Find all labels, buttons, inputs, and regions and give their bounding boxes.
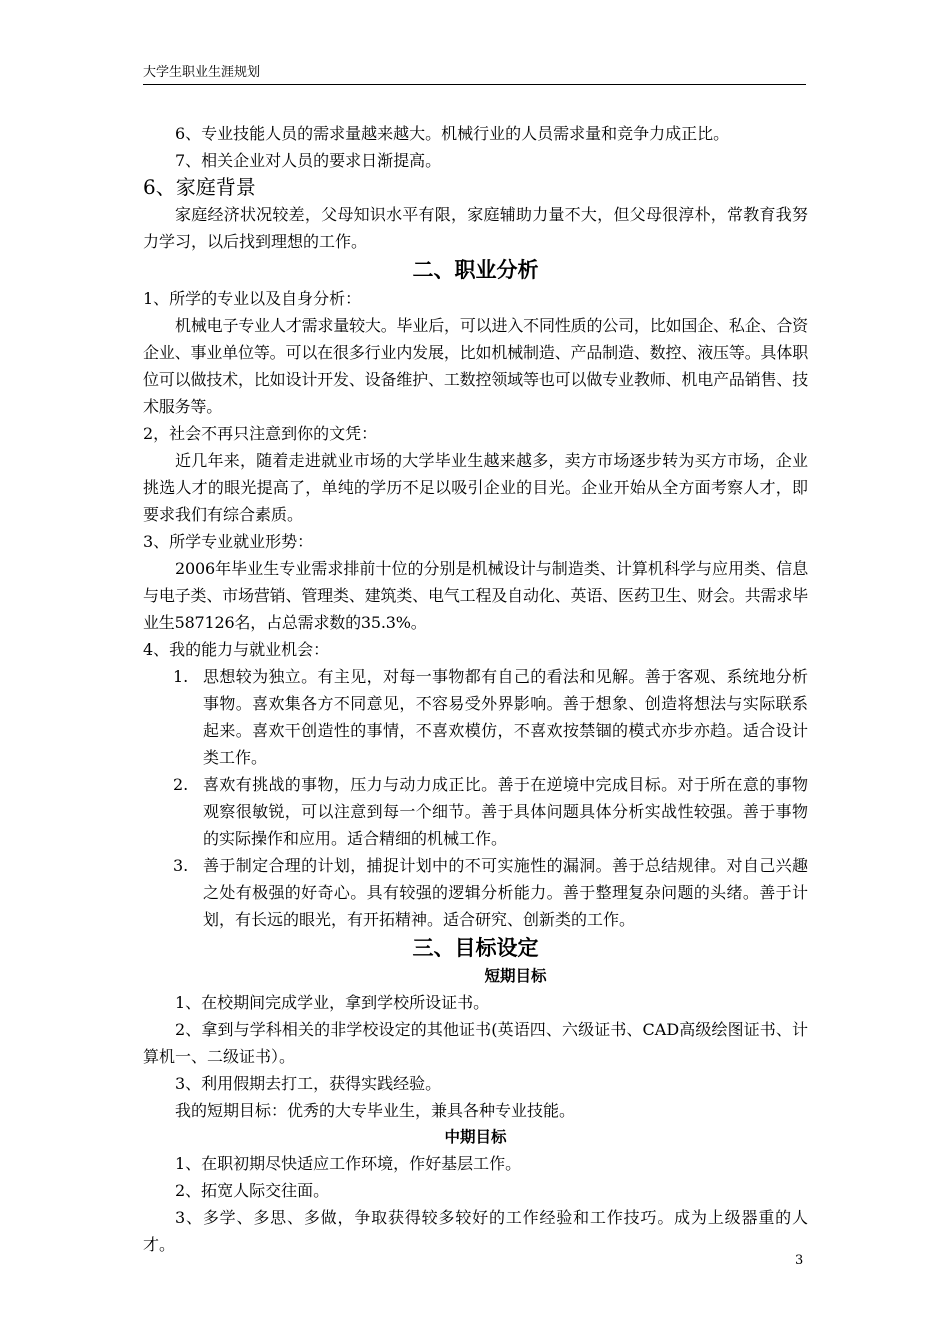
paragraph-short-goal-1: 1、在校期间完成学业，拿到学校所设证书。	[175, 993, 490, 1012]
header-divider	[143, 84, 806, 85]
list-item-text: 喜欢有挑战的事物，压力与动力成正比。善于在逆境中完成目标。对于所在意的事物观察很敏锐，可以注意到每一个细节。善于具体问题具体分析实战性较强。善于事物的实际操作和应用。适合精细的机械工作。	[203, 775, 808, 848]
paragraph-mid-goal-1: 1、在职初期尽快适应工作环境，作好基层工作。	[175, 1154, 522, 1173]
paragraph-short-goal-3: 3、利用假期去打工，获得实践经验。	[175, 1074, 442, 1093]
heading-career-analysis: 二、职业分析	[412, 258, 539, 282]
paragraph-employment-situation: 2006年毕业生专业需求排前十位的分别是机械设计与制造类、计算机科学与应用类、信息与电子类、市场营销、管理类、建筑类、电气工程及自动化、英语、医药卫生、财会。共需求毕业生587126名，占总需求数的35.3%。	[143, 559, 808, 632]
paragraph-industry-7: 7、相关企业对人员的要求日渐提高。	[175, 151, 442, 170]
list-item	[143, 852, 808, 933]
paragraph-short-goal-2: 2、拿到与学科相关的非学校设定的其他证书(英语四、六级证书、CAD高级绘图证书、计算机一、二级证书）。	[143, 1020, 808, 1066]
document-body	[143, 120, 808, 1258]
list-item	[143, 663, 808, 771]
list-item-text: 善于制定合理的计划，捕捉计划中的不可实施性的漏洞。善于总结规律。对自己兴趣之处有极强的好奇心。具有较强的逻辑分析能力。善于整理复杂问题的头绪。善于计划，有长远的眼光，有开拓精神。适合研究、创新类的工作。	[203, 856, 808, 929]
list-item-number: 2.	[173, 775, 189, 794]
paragraph-mid-goal-2: 2、拓宽人际交往面。	[175, 1181, 330, 1200]
subheading-major-analysis: 1、所学的专业以及自身分析：	[143, 289, 362, 308]
heading-goal-setting: 三、目标设定	[412, 936, 539, 960]
list-item-number: 3.	[173, 856, 189, 875]
list-item	[143, 771, 808, 852]
subheading-abilities: 4、我的能力与就业机会：	[143, 640, 330, 659]
paragraph-mid-goal-3: 3、多学、多思、多做，争取获得较多较好的工作经验和工作技巧。成为上级器重的人才。	[143, 1208, 808, 1254]
list-item-number: 1.	[173, 667, 189, 686]
paragraph-industry-6: 6、专业技能人员的需求量越来越大。机械行业的人员需求量和竞争力成正比。	[175, 124, 730, 143]
paragraph-major-analysis: 机械电子专业人才需求量较大。毕业后，可以进入不同性质的公司，比如国企、私企、合资企业、事业单位等。可以在很多行业内发展，比如机械制造、产品制造、数控、液压等。具体职位可以做技术，比如设计开发、设备维护、工数控领域等也可以做专业教师、机电产品销售、技术服务等。	[143, 316, 808, 416]
paragraph-short-goal-summary: 我的短期目标：优秀的大专毕业生，兼具各种专业技能。	[175, 1101, 576, 1120]
heading-mid-term-goals: 中期目标	[444, 1128, 507, 1146]
paragraph-society-diploma: 近几年来，随着走进就业市场的大学毕业生越来越多，卖方市场逐步转为买方市场，企业挑选人才的眼光提高了，单纯的学历不足以吸引企业的目光。企业开始从全方面考察人才，即要求我们有综合素质。	[143, 451, 808, 524]
page-number: 3	[795, 1253, 804, 1268]
subheading-employment-situation: 3、所学专业就业形势：	[143, 532, 314, 551]
abilities-list	[143, 663, 808, 933]
heading-family-background: 6、家庭背景	[143, 175, 256, 199]
subheading-society-diploma: 2，社会不再只注意到你的文凭：	[143, 424, 378, 443]
heading-short-term-goals: 短期目标	[484, 967, 547, 985]
paragraph-family-background: 家庭经济状况较差，父母知识水平有限，家庭辅助力量不大，但父母很淳朴，常教育我努力学习，以后找到理想的工作。	[143, 205, 808, 251]
list-item-text: 思想较为独立。有主见，对每一事物都有自己的看法和见解。善于客观、系统地分析事物。喜欢集各方不同意见，不容易受外界影响。善于想象、创造将想法与实际联系起来。喜欢干创造性的事情，不喜欢模仿，不喜欢按禁锢的模式亦步亦趋。适合设计类工作。	[203, 667, 808, 767]
page-header-title: 大学生职业生涯规划	[143, 65, 261, 80]
